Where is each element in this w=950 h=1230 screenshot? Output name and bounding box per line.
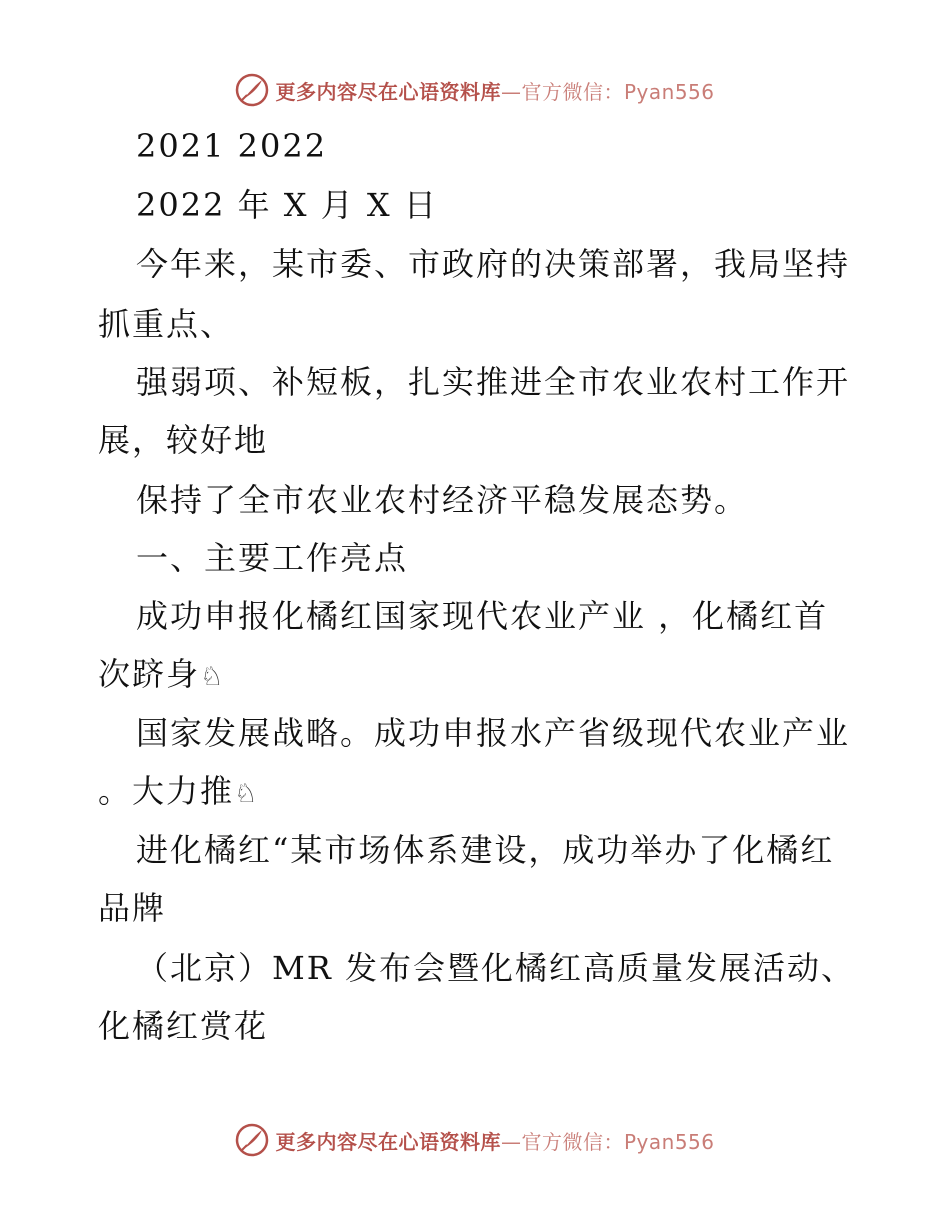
feather-pen-icon bbox=[235, 1123, 269, 1157]
doc-line: 国家发展战略。成功申报水产省级现代农业产业 bbox=[136, 714, 851, 752]
watermark-separator: — bbox=[500, 79, 522, 104]
doc-line: 2021 2022 bbox=[136, 127, 328, 165]
watermark-brand: 更多内容尽在心语资料库 bbox=[275, 1129, 501, 1154]
doc-line: 成功申报化橘红国家现代农业产业 ，化橘红首 bbox=[136, 597, 829, 635]
doc-line: 今年来，某市委、市政府的决策部署，我局坚持 bbox=[136, 245, 851, 283]
doc-line bbox=[98, 654, 225, 697]
watermark-separator: — bbox=[500, 1129, 522, 1154]
doc-line bbox=[98, 771, 259, 814]
doc-line: 品牌 bbox=[98, 889, 167, 927]
watermark-text bbox=[275, 1126, 714, 1155]
doc-line: 化橘红赏花 bbox=[98, 1007, 269, 1045]
footer-watermark bbox=[0, 1120, 950, 1160]
watermark-account: Pyan556 bbox=[623, 1129, 715, 1154]
doc-line: 展，较好地 bbox=[98, 421, 269, 459]
doc-line: 抓重点、 bbox=[98, 305, 235, 343]
doc-line: 进化橘红“某市场体系建设，成功举办了化橘红 bbox=[136, 831, 835, 869]
watermark-label: 官方微信： bbox=[521, 1129, 624, 1154]
doc-line: （北京）MR 发布会暨化橘红高质量发展活动、 bbox=[136, 949, 856, 987]
doc-line: 保持了全市农业农村经济平稳发展态势。 bbox=[136, 481, 749, 519]
doc-line: 2022 年 X 月 X 日 bbox=[136, 186, 438, 224]
knight-glyph-icon: ♘ bbox=[234, 779, 260, 809]
watermark-account: Pyan556 bbox=[623, 79, 715, 104]
watermark-label: 官方微信： bbox=[521, 79, 624, 104]
doc-line: 强弱项、补短板，扎实推进全市农业农村工作开 bbox=[136, 363, 851, 401]
knight-glyph-icon: ♘ bbox=[200, 662, 226, 692]
doc-line-text: 。大力推 bbox=[98, 772, 235, 810]
watermark-brand: 更多内容尽在心语资料库 bbox=[275, 79, 501, 104]
section-heading: 一、主要工作亮点 bbox=[136, 539, 409, 577]
doc-line-text: 次跻身 bbox=[98, 655, 201, 693]
